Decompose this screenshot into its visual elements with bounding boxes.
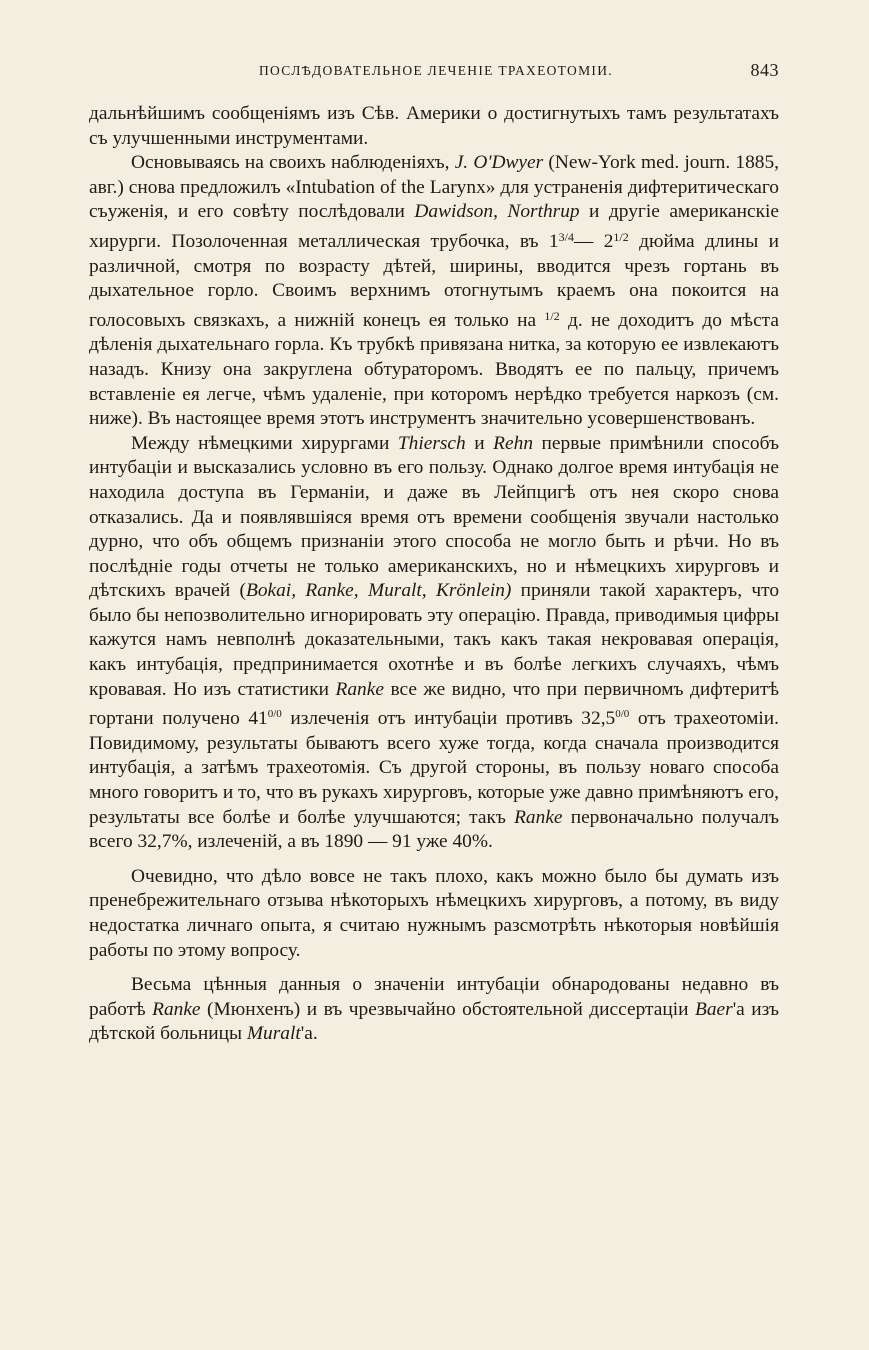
text-run: д. не доходитъ до мѣста дѣленія дыхательнаго горла. Къ трубкѣ привязана нитка, за которую ее извлекаютъ назадъ. Книзу она закруглена обтураторомъ. Вводятъ ее по пальцу, причемъ вставленіе ея легче, чѣмъ удаленіе, при которомъ нерѣдко требуется наркозъ (см. ниже). Въ настоящее время этотъ инструментъ значительно усовершенствованъ. [89, 309, 779, 430]
author-name: Thiersch [397, 432, 466, 454]
text-run: Между нѣмецкими хирургами [131, 432, 398, 454]
author-name: Rehn [493, 432, 534, 454]
paragraph-german-surgeons [89, 432, 779, 855]
fraction: 3/4 [558, 229, 574, 244]
paragraph-conclusion: Очевидно, что дѣло вовсе не такъ плохо, какъ можно было бы думать изъ пренебрежительнаго отзыва нѣкоторыхъ нѣмецкихъ хирурговъ, а потому, въ виду недостатка личнаго опыта, я считаю нужнымъ разсмотрѣть нѣкоторыя новѣйшія работы по этому вопросу. [89, 865, 779, 961]
text-run: все же видно, что при первичномъ дифтеритѣ гортани получено 41 [89, 678, 779, 730]
fraction: 1/2 [613, 229, 629, 244]
text-run: первоначально получалъ всего 32,7%, излеченій, а въ 1890 — 91 уже 40%. [89, 806, 779, 853]
author-name: Baer [694, 998, 733, 1020]
author-name: Ranke [514, 806, 563, 828]
running-header [89, 60, 779, 84]
text-run: (Мюнхенъ) и въ чрезвычайно обстоятельной диссертаціи [200, 998, 695, 1020]
author-name: Northrup [507, 201, 580, 223]
author-name: Dawidson [414, 201, 494, 223]
text-run: 'а. [300, 1023, 318, 1045]
author-name: J. O'Dwyer [454, 152, 544, 174]
percent-sign: 0/0 [615, 708, 630, 721]
text-run: дюйма длины и различной, смотря по возрасту дѣтей, ширины, вводится чрезъ гортань въ дыхательное горло. Своимъ верхнимъ отогнутымъ краемъ она покоится на голосовыхъ связкахъ, а нижній конецъ ея только на [89, 230, 780, 331]
text-run: — 2 [573, 230, 614, 252]
fraction: 1/2 [544, 308, 560, 323]
author-name: Muralt [246, 1023, 301, 1045]
text-run: и другіе американскіе хирурги. Позолоченная металлическая трубочка, въ 1 [89, 201, 780, 252]
author-name: Ranke [335, 678, 384, 700]
text-run: приняли такой характеръ, что было бы непозволительно игнорировать эту операцію. Правда, приводимыя цифры кажутся намъ невполнѣ доказательными, такъ какъ такая некровавая операція, какъ интубація, предпринимается охотнѣе и въ болѣе легкихъ случаяхъ, чѣмъ кровавая. Но изъ статистики [89, 580, 780, 700]
percent-sign: 0/0 [267, 708, 282, 721]
text-run: Весьма цѣнныя данныя о значеніи интубаціи обнародованы недавно въ работѣ [89, 974, 779, 1020]
text-run: и [465, 432, 494, 454]
text-run: , [493, 201, 508, 223]
text-run: первые примѣнили способъ интубаціи и высказались условно въ его пользу. Однако долгое время интубація не находила доступа въ Германіи, и даже въ Лейпцигѣ отъ нея скоро снова отказались. Да и появлявшіяся время отъ времени сообщенія звучали настолько дурно, что объ общемъ признаніи этого способа не могло быть и рѣчи. Но въ послѣдніе годы отчеты не только американскихъ, но и нѣмецкихъ хирурговъ и дѣтскихъ врачей ( [89, 432, 779, 602]
author-names: Bokai, Ranke, Muralt, Krönlein) [245, 580, 512, 602]
paragraph-ranke-baer [89, 973, 779, 1047]
text-run: отъ трахеотоміи. Повидимому, результаты бываютъ всего хуже тогда, когда сначала производится интубація, а затѣмъ трахеотомія. Съ другой стороны, въ пользу новаго способа много говоритъ и то, что въ рукахъ хирурговъ, которые уже давно примѣняютъ его, результаты все болѣе и болѣе улучшаются; такъ [89, 708, 779, 828]
text-run: Основываясь на своихъ наблюденіяхъ, [131, 152, 455, 174]
paragraph-odwyer [89, 151, 779, 432]
author-name: Ranke [152, 998, 201, 1020]
running-title: ПОСЛѢДОВАТЕЛЬНОЕ ЛЕЧЕНІЕ ТРАХЕОТОМІИ. [259, 63, 613, 78]
text-run: (New-York med. journ. 1885, авг.) снова предложилъ «Intubation of the Larynx» для устраненія дифтеритическаго съуженія, и его совѣту послѣдовали [89, 152, 780, 223]
page-number: 843 [750, 60, 779, 80]
page-body [89, 102, 779, 1047]
text-run: излеченія отъ интубаціи противъ 32,5 [281, 708, 616, 730]
text-run: 'а изъ дѣтской больницы [89, 998, 779, 1045]
paragraph-continuation: дальнѣйшимъ сообщеніямъ изъ Сѣв. Америки о достигнутыхъ тамъ результатахъ съ улучшенными инструментами. [89, 103, 779, 149]
